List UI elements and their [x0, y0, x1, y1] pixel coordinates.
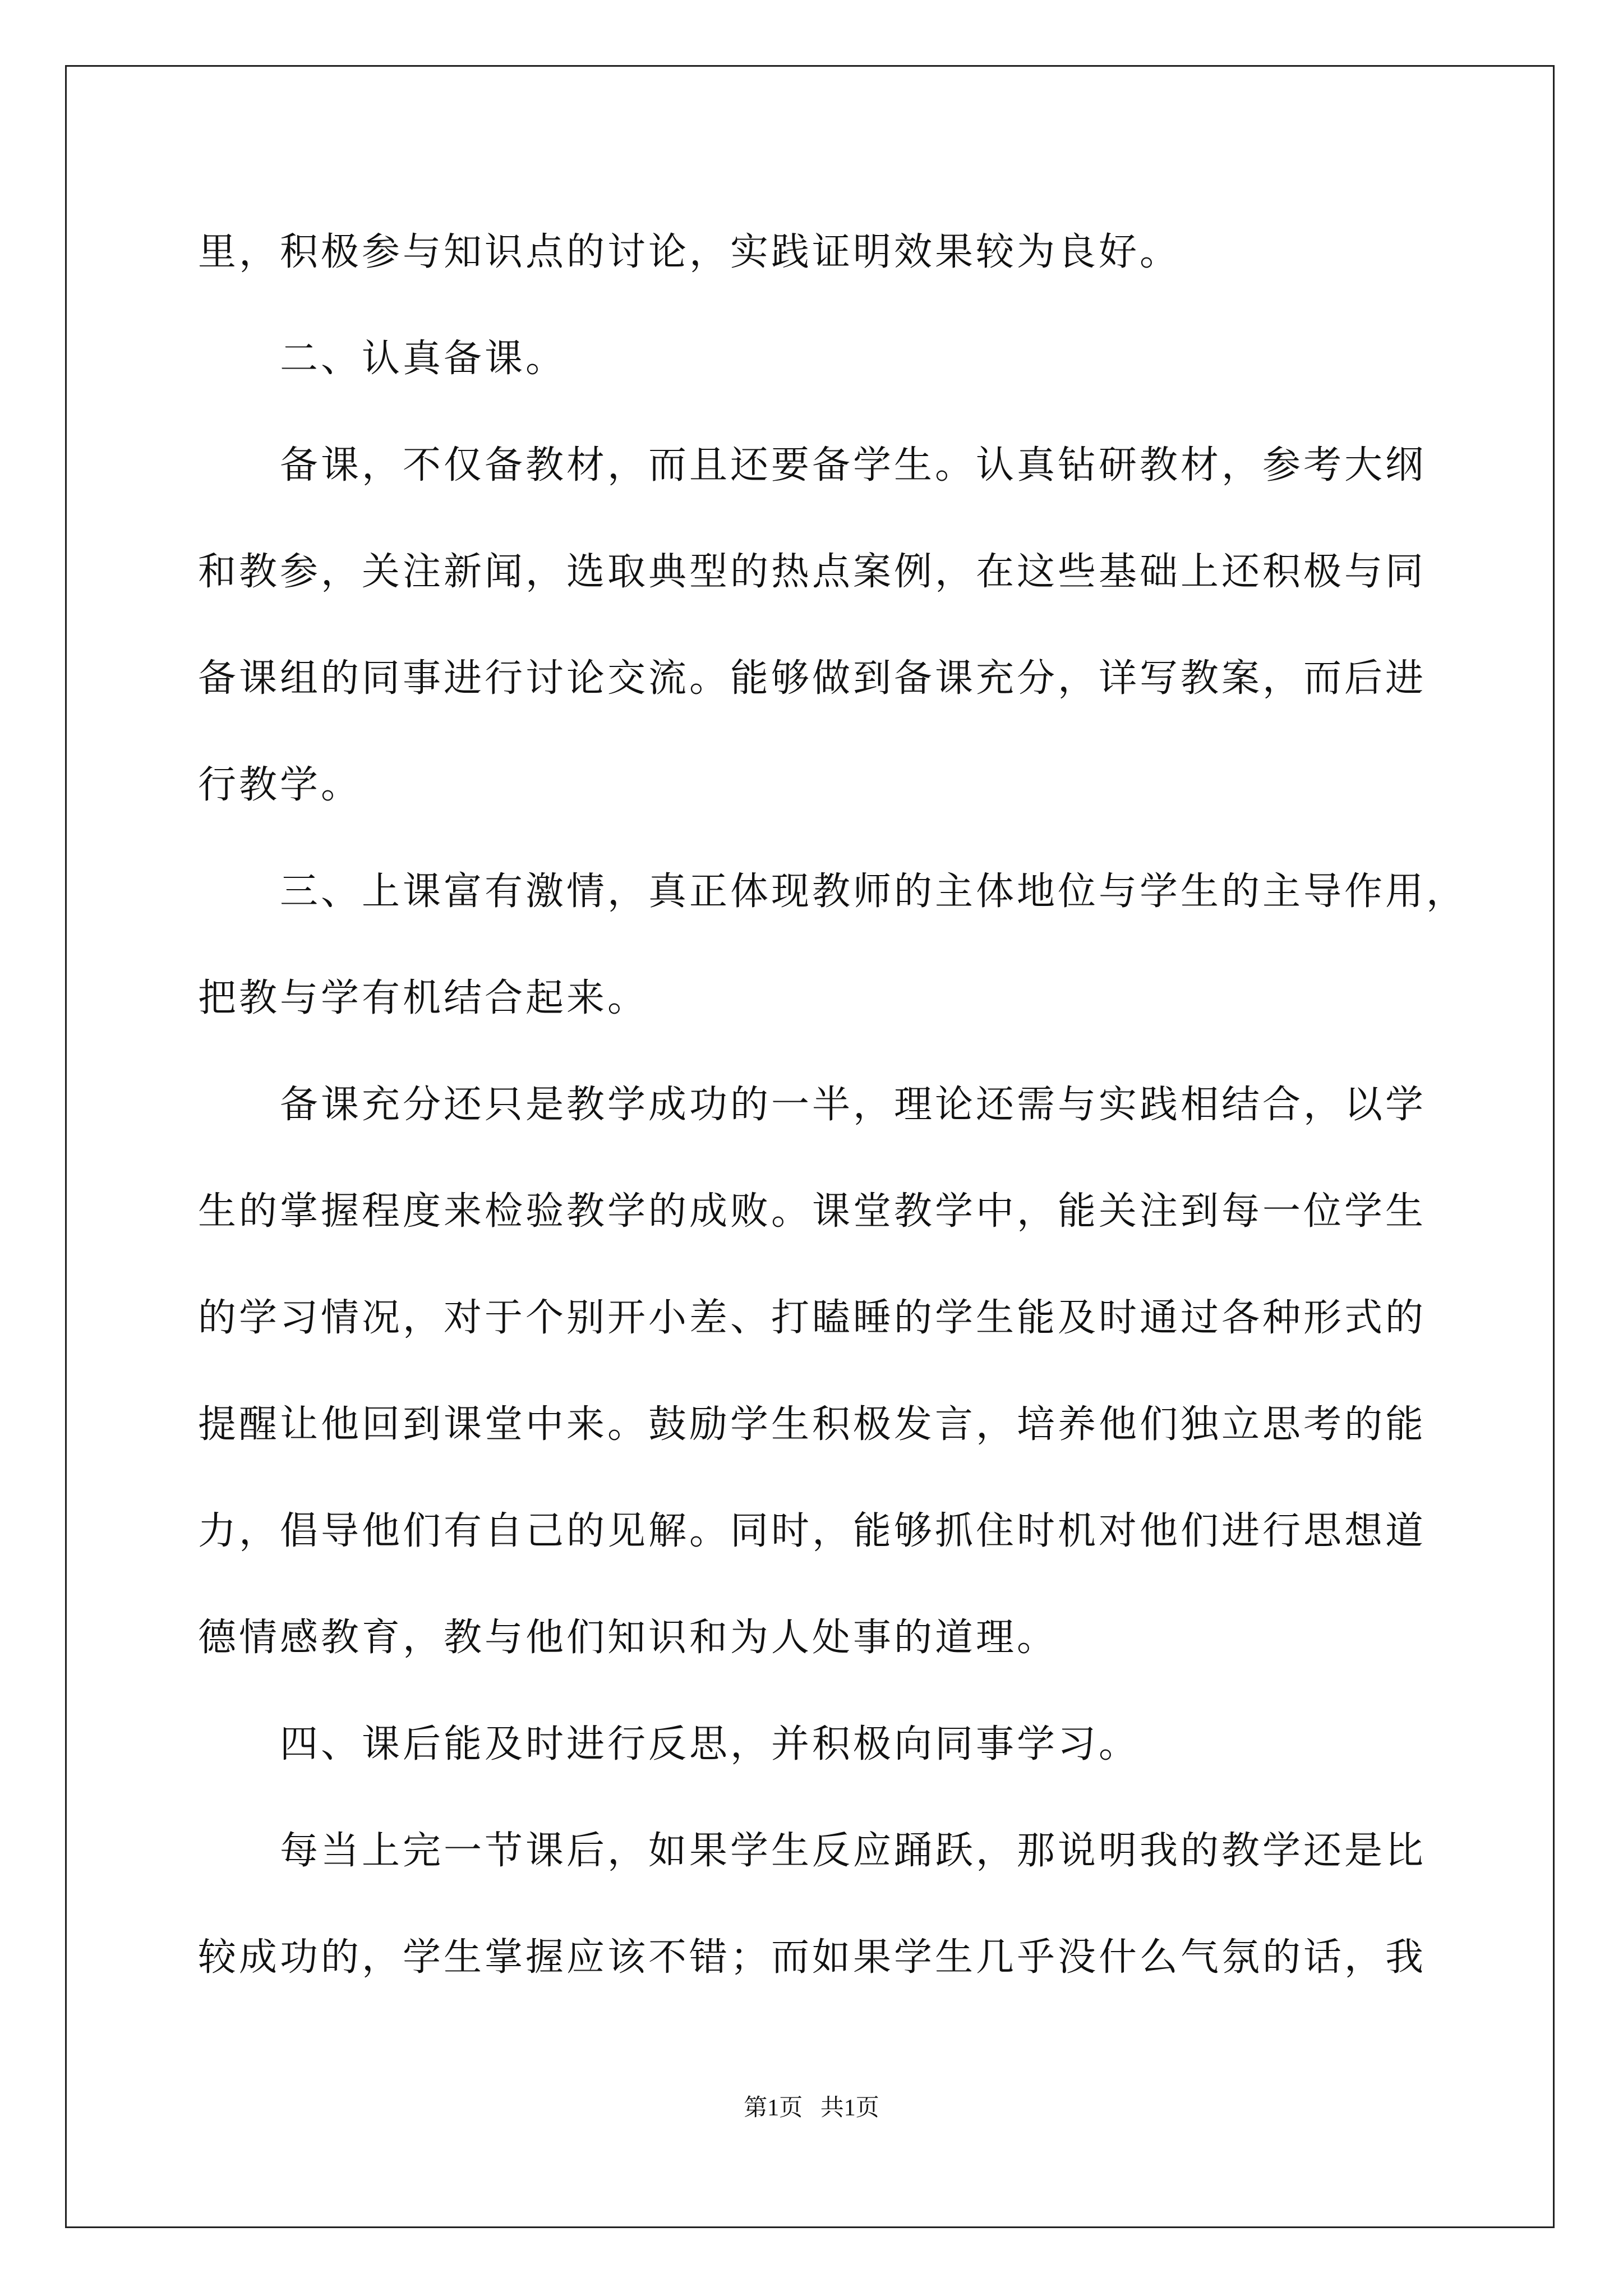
text-line: 行教学。	[198, 763, 362, 807]
section-heading: 四、课后能及时进行反思，并积极向同事学习。	[198, 1722, 1140, 1766]
text-line: 把教与学有机结合起来。	[198, 976, 649, 1020]
page-border	[65, 65, 1555, 2228]
text-line: 备课，不仅备教材，而且还要备学生。认真钻研教材，参考大纲	[198, 443, 1427, 487]
text-line: 提醒让他回到课堂中来。鼓励学生积极发言，培养他们独立思考的能	[198, 1402, 1427, 1447]
text-line: 较成功的，学生掌握应该不错；而如果学生几乎没什么气氛的话，我	[198, 1935, 1427, 1980]
page-number-footer: 第1页 共1页	[744, 2095, 879, 2121]
text-line: 里，积极参与知识点的讨论，实践证明效果较为良好。	[198, 230, 1181, 274]
text-line: 每当上完一节课后，如果学生反应踊跃，那说明我的教学还是比	[198, 1829, 1427, 1873]
text-line: 德情感教育，教与他们知识和为人处事的道理。	[198, 1616, 1058, 1660]
text-line: 生的掌握程度来检验教学的成败。课堂教学中，能关注到每一位学生	[198, 1189, 1427, 1234]
text-line: 备课组的同事进行讨论交流。能够做到备课充分，详写教案，而后进	[198, 656, 1427, 701]
section-heading: 三、上课富有激情，真正体现教师的主体地位与学生的主导作用，	[198, 869, 1468, 914]
section-heading: 二、认真备课。	[198, 337, 567, 381]
text-line: 力，倡导他们有自己的见解。同时，能够抓住时机对他们进行思想道	[198, 1509, 1427, 1553]
text-line: 和教参，关注新闻，选取典型的热点案例，在这些基础上还积极与同	[198, 550, 1427, 594]
text-line: 的学习情况，对于个别开小差、打瞌睡的学生能及时通过各种形式的	[198, 1296, 1427, 1340]
text-line: 备课充分还只是教学成功的一半，理论还需与实践相结合，以学	[198, 1083, 1427, 1127]
